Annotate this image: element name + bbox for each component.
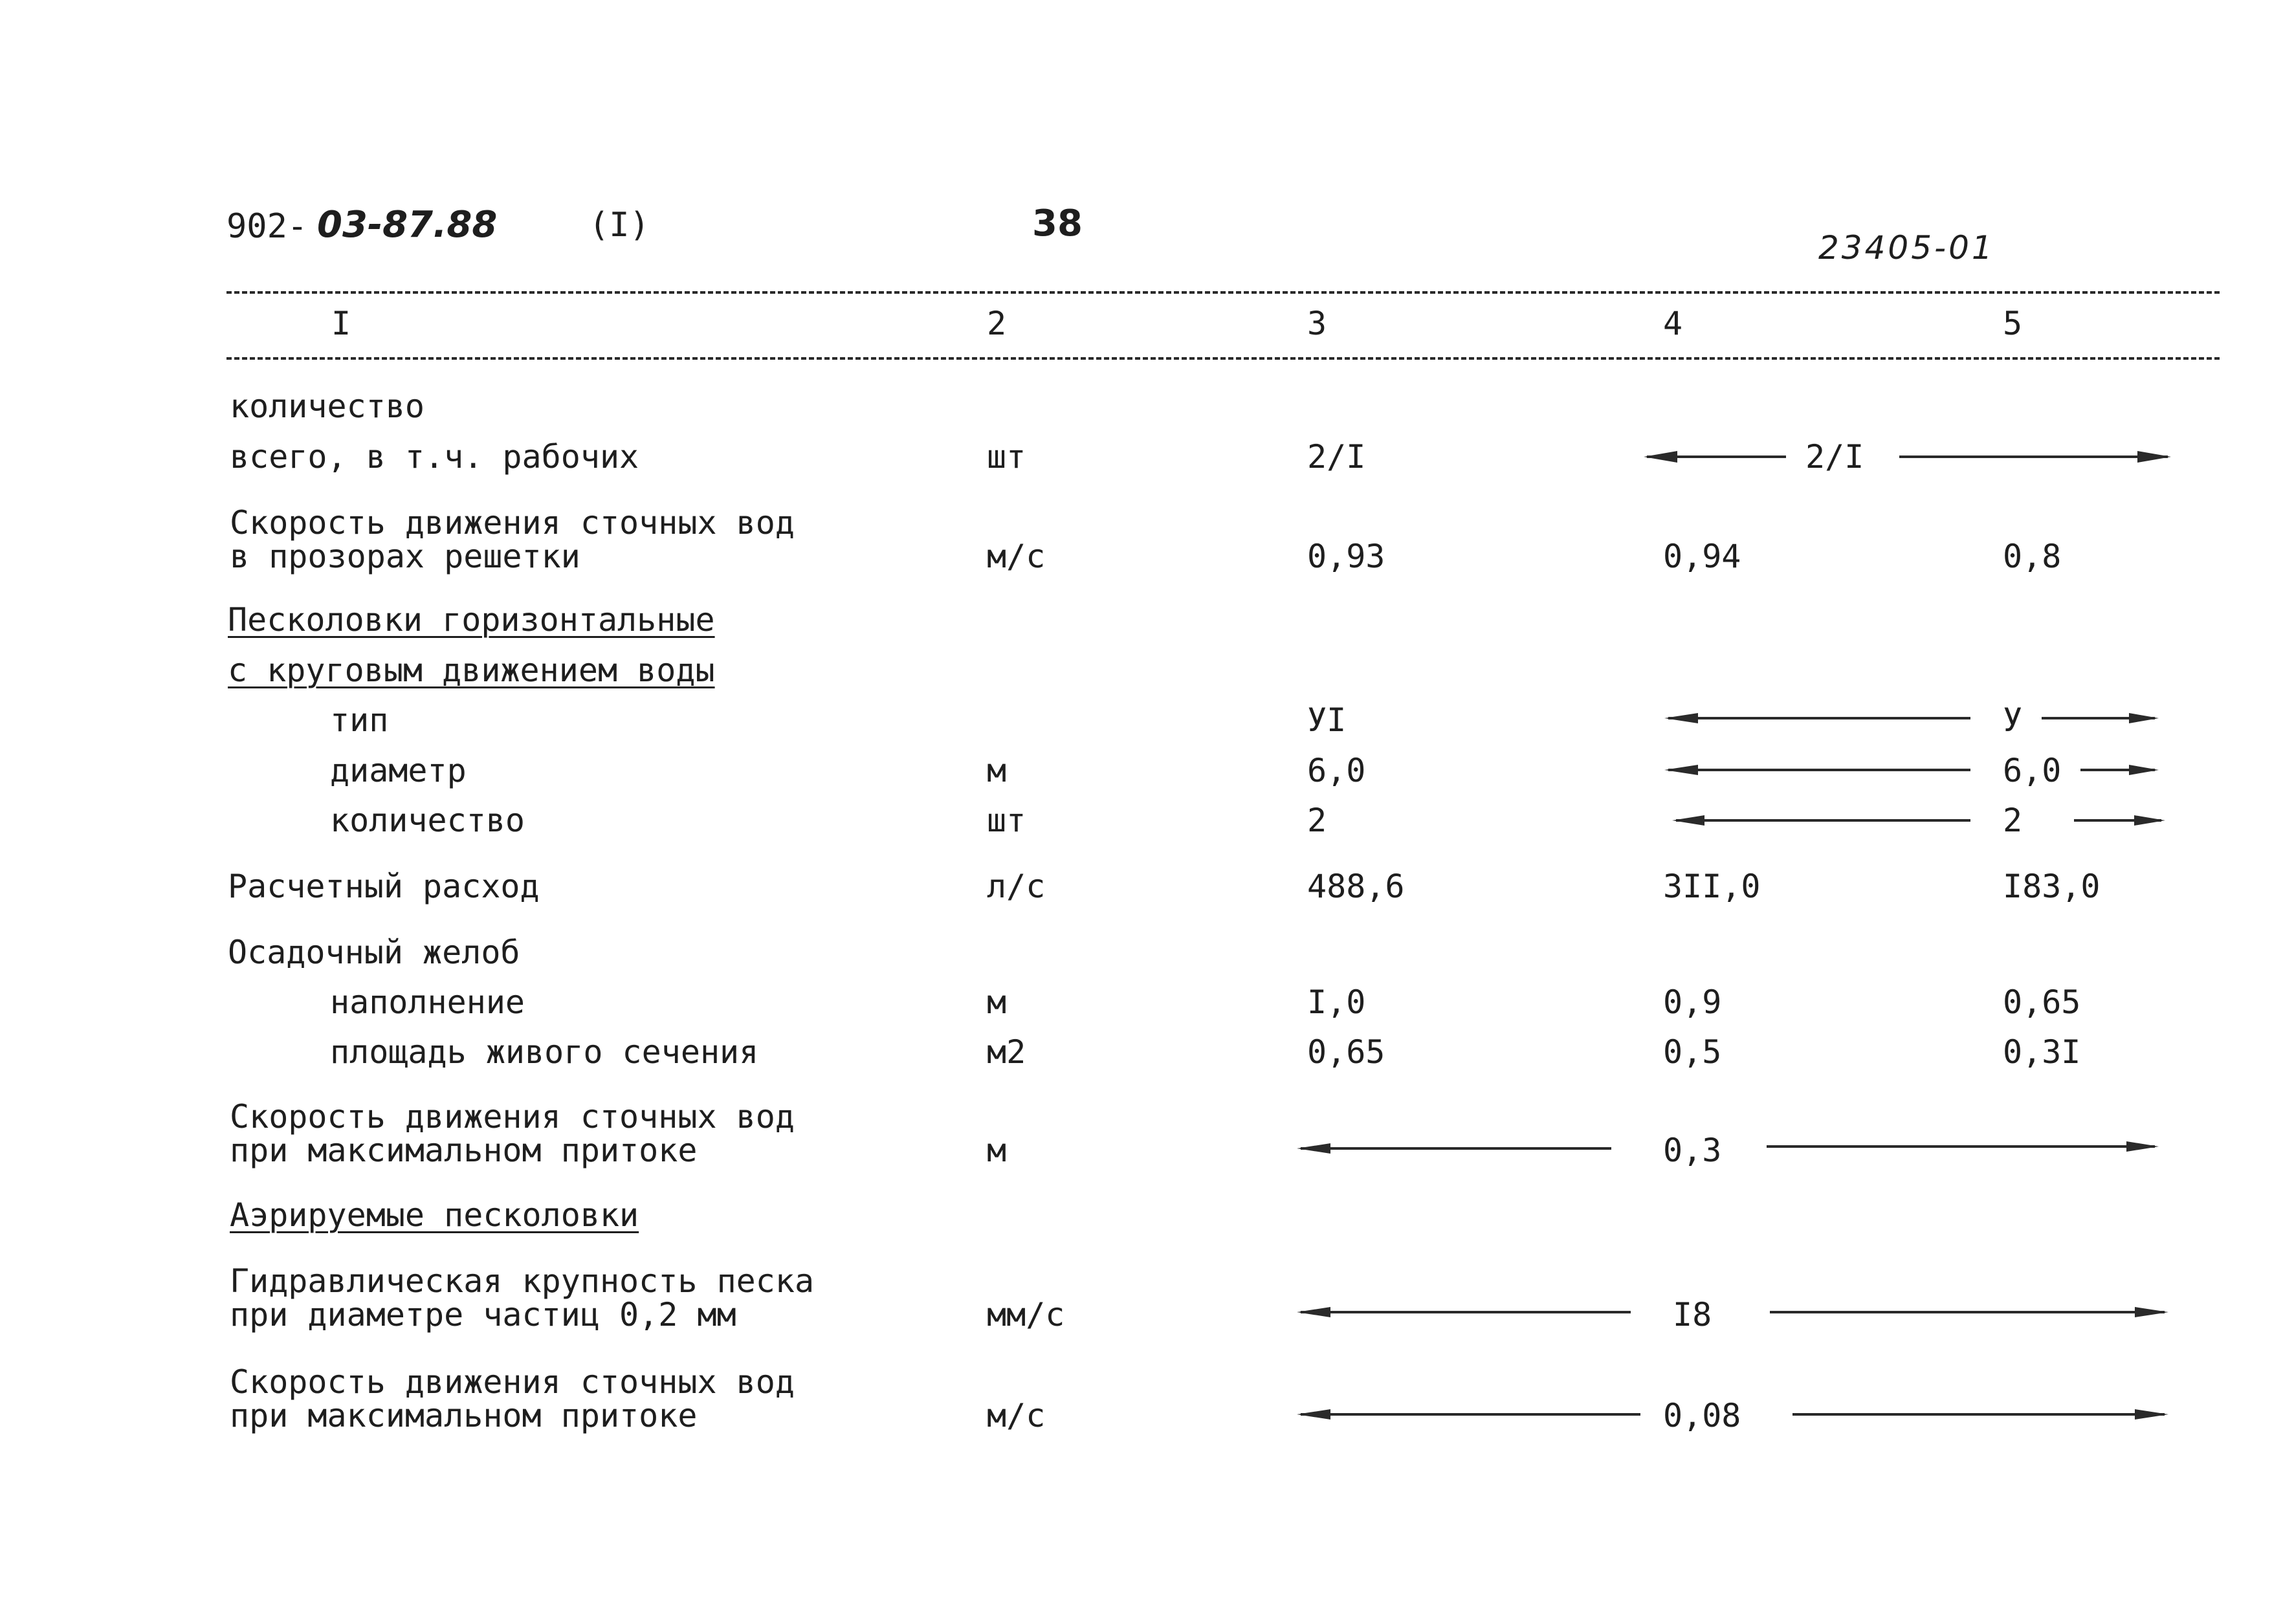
unit-cell: м/с [987, 538, 1046, 575]
unit-cell: м [987, 752, 1007, 789]
arrowhead-left [1297, 1307, 1330, 1317]
row-label: Скорость движения сточных вод [230, 1098, 795, 1136]
row-label: диаметр [330, 752, 467, 789]
arrowhead-right [2126, 1141, 2159, 1152]
value-cell-col3-5: I8 [1673, 1296, 1712, 1333]
value-cell-col4: 0,9 [1663, 983, 1722, 1021]
value-cell-col3: 2/I [1307, 438, 1366, 476]
column-header-4: 4 [1663, 305, 1683, 342]
arrowhead-right [2134, 815, 2165, 826]
column-header-1: I [331, 305, 351, 342]
row-label: Гидравлическая крупность песка [230, 1262, 815, 1300]
row-label: наполнение [330, 983, 525, 1021]
value-cell-col5: 0,8 [2003, 538, 2062, 575]
value-cell-col3-5: 0,08 [1663, 1397, 1741, 1434]
column-header-2: 2 [987, 305, 1007, 342]
arrowhead-left [1297, 1143, 1330, 1154]
row-label: при максимальном притоке [230, 1132, 698, 1169]
arrowhead-left [1664, 765, 1698, 775]
header-rule-top [226, 291, 2220, 294]
volume-label: (I) [589, 206, 650, 245]
doc-number: 03-87.88 [317, 204, 498, 246]
unit-cell: м [987, 983, 1007, 1021]
unit-cell: л/с [987, 868, 1046, 905]
page-number: 38 [1032, 203, 1083, 245]
arrowhead-right [2129, 765, 2159, 775]
value-cell-col3: 488,6 [1307, 868, 1405, 905]
arrowhead-left [1297, 1409, 1330, 1420]
value-cell-col3: 0,65 [1307, 1033, 1385, 1071]
section-heading: Песколовки горизонтальные [228, 601, 715, 639]
arrowhead-left [1644, 451, 1677, 463]
value-cell-col3: 0,93 [1307, 538, 1385, 575]
row-label: тип [330, 701, 389, 739]
row-label: Скорость движения сточных вод [230, 1363, 795, 1401]
value-cell-col4-5: 2/I [1805, 438, 1864, 476]
arrowhead-right [2135, 1307, 2168, 1317]
arrowhead-right [2129, 713, 2159, 723]
column-header-3: 3 [1307, 305, 1327, 342]
row-label: при диаметре частиц 0,2 мм [230, 1296, 736, 1333]
value-cell-col3: 2 [1307, 802, 1327, 839]
arrowhead-left [1664, 713, 1698, 723]
row-label: количество [230, 388, 425, 425]
value-cell-col3-5: 0,3 [1663, 1132, 1722, 1169]
row-label: Осадочный желоб [228, 934, 520, 971]
value-cell-col5: I83,0 [2003, 868, 2101, 905]
value-cell-col5: 0,65 [2003, 983, 2081, 1021]
row-label: при максимальном притоке [230, 1397, 698, 1434]
unit-cell: мм/с [987, 1296, 1065, 1333]
row-label: Скорость движения сточных вод [230, 504, 795, 542]
unit-cell: м/с [987, 1397, 1046, 1434]
header-rule-bottom [226, 357, 2220, 360]
unit-cell: шт [987, 438, 1026, 476]
row-label: всего, в т.ч. рабочих [230, 438, 639, 476]
value-cell-col5: У [2003, 701, 2023, 739]
unit-cell: м [987, 1132, 1007, 1169]
section-heading: Аэрируемые песколовки [230, 1196, 639, 1234]
unit-cell: м2 [987, 1033, 1026, 1071]
row-label: площадь живого сечения [330, 1033, 759, 1071]
unit-cell: шт [987, 802, 1026, 839]
arrowhead-left [1672, 815, 1704, 826]
value-cell-col5: 2 [2003, 802, 2023, 839]
doc-prefix: 902- [226, 207, 308, 246]
row-label: в прозорах решетки [230, 538, 580, 575]
value-cell-col3: 6,0 [1307, 752, 1366, 789]
value-cell-col3: УI [1307, 701, 1347, 739]
value-cell-col5: 6,0 [2003, 752, 2062, 789]
value-cell-col3: I,0 [1307, 983, 1366, 1021]
value-cell-col5: 0,3I [2003, 1033, 2081, 1071]
value-cell-col4: 0,94 [1663, 538, 1741, 575]
archive-number: 23405-01 [1818, 229, 1995, 267]
section-heading: с круговым движением воды [228, 652, 715, 689]
arrowhead-right [2135, 1409, 2168, 1420]
column-header-5: 5 [2003, 305, 2023, 342]
value-cell-col4: 3II,0 [1663, 868, 1761, 905]
arrowhead-right [2137, 451, 2171, 463]
value-cell-col4: 0,5 [1663, 1033, 1722, 1071]
row-label: количество [330, 802, 525, 839]
row-label: Расчетный расход [228, 868, 540, 905]
